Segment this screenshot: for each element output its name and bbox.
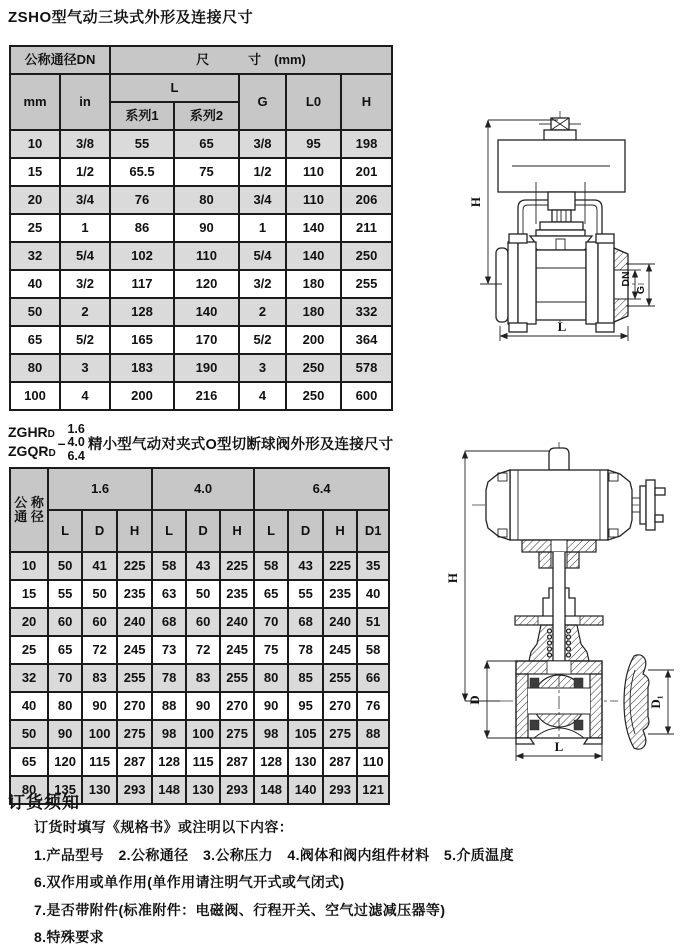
table-cell: 10 [10, 130, 60, 158]
table-cell: 50 [48, 552, 82, 580]
table-cell: 68 [288, 608, 323, 636]
table-cell: 2 [239, 298, 286, 326]
table-cell: 235 [117, 580, 152, 608]
table-cell: 600 [341, 382, 392, 410]
table-cell: 70 [48, 664, 82, 692]
table-cell: 240 [323, 608, 357, 636]
table-cell: 128 [110, 298, 174, 326]
table-cell: 66 [357, 664, 389, 692]
table-cell: 115 [82, 748, 117, 776]
dim-label-l: L [557, 319, 567, 334]
table-cell: 3/2 [60, 270, 110, 298]
table-cell: 76 [357, 692, 389, 720]
table-cell: 117 [110, 270, 174, 298]
table-cell: 5/4 [60, 242, 110, 270]
table-cell: 40 [357, 580, 389, 608]
table-cell: 3/4 [239, 186, 286, 214]
th-H-40: H [220, 510, 254, 552]
th-D1-64: D1 [357, 510, 389, 552]
section2-title [8, 421, 393, 465]
table-row [10, 298, 392, 326]
table-cell: 332 [341, 298, 392, 326]
table-cell: 216 [174, 382, 239, 410]
table-cell: 275 [220, 720, 254, 748]
table-cell: 255 [117, 664, 152, 692]
table-cell: 255 [341, 270, 392, 298]
table-cell: 3/8 [60, 130, 110, 158]
table-row [10, 130, 392, 158]
table-cell: 128 [254, 748, 288, 776]
table-cell: 121 [357, 776, 389, 804]
table-cell: 95 [288, 692, 323, 720]
table-cell: 240 [220, 608, 254, 636]
table-row [10, 186, 392, 214]
table-cell: 50 [186, 580, 220, 608]
table-cell: 225 [220, 552, 254, 580]
th-nominal-diameter-2: 公 称 通 径 [10, 468, 48, 552]
table-cell: 250 [286, 382, 341, 410]
table-cell: 80 [10, 776, 48, 804]
table-cell: 72 [82, 636, 117, 664]
table-cell: 180 [286, 298, 341, 326]
table-cell: 78 [288, 636, 323, 664]
table-cell: 1 [239, 214, 286, 242]
note-line: 8.特殊要求 [34, 929, 105, 945]
table-cell: 293 [220, 776, 254, 804]
table-cell: 15 [10, 158, 60, 186]
table-cell: 225 [117, 552, 152, 580]
table-cell: 200 [110, 382, 174, 410]
table-row [10, 720, 389, 748]
table-cell: 245 [117, 636, 152, 664]
dim-label-d1: D₁ [648, 695, 663, 709]
table-row [10, 326, 392, 354]
table-cell: 98 [254, 720, 288, 748]
table-cell: 75 [174, 158, 239, 186]
table-cell: 65 [10, 748, 48, 776]
table1-header [10, 46, 392, 130]
table-cell: 76 [110, 186, 174, 214]
table-row [10, 158, 392, 186]
zsho-dimension-table [9, 45, 393, 411]
table-cell: 3 [239, 354, 286, 382]
table-cell: 115 [186, 748, 220, 776]
table-cell: 140 [288, 776, 323, 804]
table-cell: 102 [110, 242, 174, 270]
table-cell: 1 [60, 214, 110, 242]
table-cell: 60 [186, 608, 220, 636]
table-cell: 1/2 [60, 158, 110, 186]
valve-body [516, 661, 602, 744]
table-cell: 100 [186, 720, 220, 748]
table-row [10, 608, 389, 636]
table-cell: 3/2 [239, 270, 286, 298]
table-cell: 190 [174, 354, 239, 382]
table-cell: 65.5 [110, 158, 174, 186]
table-cell: 235 [220, 580, 254, 608]
pressure-4.0: 4.0 [67, 435, 85, 450]
table-cell: 58 [152, 552, 186, 580]
table-cell: 128 [152, 748, 186, 776]
th-H-64: H [323, 510, 357, 552]
table-cell: 88 [357, 720, 389, 748]
table-cell: 15 [10, 580, 48, 608]
table-cell: 65 [48, 636, 82, 664]
pressure-ratings [67, 423, 84, 464]
note-line: 6.双作用或单作用(单作用请注明气开式或气闭式) [34, 874, 345, 890]
dim-label-h: H [468, 196, 483, 208]
table-cell: 255 [220, 664, 254, 692]
table-cell: 140 [286, 242, 341, 270]
table-cell: 170 [174, 326, 239, 354]
table-cell: 90 [48, 720, 82, 748]
table2-body [10, 552, 389, 804]
note-line: 7.是否带附件(标准附件：电磁阀、行程开关、空气过滤减压器等) [34, 901, 446, 918]
table-cell: 183 [110, 354, 174, 382]
th-nominal-diameter: 公称通径DN [10, 46, 110, 74]
zghr-zgqr-dimension-table [9, 467, 390, 805]
th-L-16: L [48, 510, 82, 552]
table-cell: 3/4 [60, 186, 110, 214]
table-row [10, 748, 389, 776]
th-L0: L0 [286, 74, 341, 130]
table-cell: 32 [10, 664, 48, 692]
table-cell: 4 [239, 382, 286, 410]
table-cell: 130 [186, 776, 220, 804]
table-row [10, 382, 392, 410]
table-cell: 90 [254, 692, 288, 720]
table-cell: 80 [10, 354, 60, 382]
table-row [10, 636, 389, 664]
th-H: H [341, 74, 392, 130]
table-cell: 270 [220, 692, 254, 720]
dim-label-d: D [467, 695, 482, 705]
dim-label-h: H [445, 572, 460, 584]
table-cell: 100 [10, 382, 60, 410]
table-cell: 55 [110, 130, 174, 158]
table-cell: 245 [323, 636, 357, 664]
table-cell: 78 [152, 664, 186, 692]
table-cell: 95 [286, 130, 341, 158]
table-cell: 130 [82, 776, 117, 804]
table-cell: 43 [288, 552, 323, 580]
notes-heading: 订货须知 [8, 793, 80, 812]
table-cell: 32 [10, 242, 60, 270]
table-cell: 120 [174, 270, 239, 298]
table-cell: 80 [174, 186, 239, 214]
pressure-1.6: 1.6 [67, 421, 85, 436]
th-series1: 系列1 [110, 102, 174, 130]
wafer-disc [624, 655, 649, 749]
table-cell: 148 [254, 776, 288, 804]
table-cell: 578 [341, 354, 392, 382]
table-cell: 50 [82, 580, 117, 608]
table-cell: 110 [286, 158, 341, 186]
table-cell: 240 [117, 608, 152, 636]
table-cell: 255 [323, 664, 357, 692]
th-D-16: D [82, 510, 117, 552]
table-cell: 287 [220, 748, 254, 776]
th-L-40: L [152, 510, 186, 552]
th-D-40: D [186, 510, 220, 552]
table-cell: 80 [254, 664, 288, 692]
table-cell: 50 [10, 720, 48, 748]
th-series2: 系列2 [174, 102, 239, 130]
table-cell: 293 [117, 776, 152, 804]
table-cell: 65 [10, 326, 60, 354]
wafer-valve-drawing [438, 430, 680, 775]
table-cell: 293 [323, 776, 357, 804]
table-cell: 270 [117, 692, 152, 720]
table-cell: 105 [288, 720, 323, 748]
table-cell: 60 [48, 608, 82, 636]
table-row [10, 270, 392, 298]
table-cell: 5/2 [60, 326, 110, 354]
table-row [10, 242, 392, 270]
table-cell: 140 [286, 214, 341, 242]
table2-header [10, 468, 389, 552]
table-cell: 65 [174, 130, 239, 158]
table-cell: 250 [341, 242, 392, 270]
table-cell: 60 [82, 608, 117, 636]
note-line: 1.产品型号 2.公称通径 3.公称压力 4.阀体和阀内组件材料 5.介质温度 [34, 846, 514, 863]
table-cell: 5/2 [239, 326, 286, 354]
pressure-6.4: 6.4 [67, 448, 85, 463]
th-dimensions-mm: 尺 寸 (mm) [110, 46, 392, 74]
table-cell: 3 [60, 354, 110, 382]
section2-title-text: 精小型气动对夹式O型切断球阀外形及连接尺寸 [87, 436, 394, 453]
table-row [10, 580, 389, 608]
table-cell: 148 [152, 776, 186, 804]
table-cell: 20 [10, 186, 60, 214]
dim-label-dn: DN [620, 271, 632, 287]
table-row [10, 692, 389, 720]
table-cell: 364 [341, 326, 392, 354]
table-cell: 55 [288, 580, 323, 608]
table-cell: 43 [186, 552, 220, 580]
table-cell: 3/8 [239, 130, 286, 158]
table-cell: 140 [174, 298, 239, 326]
table-cell: 4 [60, 382, 110, 410]
table-cell: 75 [254, 636, 288, 664]
table-cell: 58 [254, 552, 288, 580]
dimension-d1 [648, 670, 674, 734]
table-cell: 201 [341, 158, 392, 186]
dim-label-g: G [635, 285, 647, 295]
table-cell: 86 [110, 214, 174, 242]
table-cell: 80 [48, 692, 82, 720]
table-cell: 40 [10, 270, 60, 298]
table-cell: 90 [174, 214, 239, 242]
table-cell: 70 [254, 608, 288, 636]
th-in: in [60, 74, 110, 130]
table-cell: 100 [82, 720, 117, 748]
th-pn40: 4.0 [152, 468, 254, 510]
model-codes [8, 424, 56, 462]
table-row [10, 214, 392, 242]
table-cell: 65 [254, 580, 288, 608]
table-cell: 110 [357, 748, 389, 776]
table-cell: 130 [288, 748, 323, 776]
table-cell: 41 [82, 552, 117, 580]
table-cell: 110 [174, 242, 239, 270]
table-cell: 135 [48, 776, 82, 804]
table-cell: 110 [286, 186, 341, 214]
actuator [486, 448, 632, 540]
table-cell: 120 [48, 748, 82, 776]
table-cell: 270 [323, 692, 357, 720]
table-cell: 200 [286, 326, 341, 354]
table-cell: 275 [117, 720, 152, 748]
notes-lines [34, 814, 514, 951]
table-cell: 90 [186, 692, 220, 720]
table-cell: 51 [357, 608, 389, 636]
table-cell: 2 [60, 298, 110, 326]
three-piece-valve-drawing [438, 98, 678, 348]
table-cell: 63 [152, 580, 186, 608]
dim-label-l: L [554, 739, 564, 754]
table-cell: 72 [186, 636, 220, 664]
table-cell: 83 [82, 664, 117, 692]
th-L-64: L [254, 510, 288, 552]
note-line: 订货时填写《规格书》或注明以下内容： [34, 819, 294, 835]
table-cell: 206 [341, 186, 392, 214]
th-pn16: 1.6 [48, 468, 152, 510]
dimension-d [467, 661, 516, 738]
table-cell: 250 [286, 354, 341, 382]
table-cell: 275 [323, 720, 357, 748]
table-cell: 198 [341, 130, 392, 158]
model-code-1: ZGHRD [8, 424, 55, 440]
table-cell: 83 [186, 664, 220, 692]
th-L: L [110, 74, 239, 102]
table-cell: 35 [357, 552, 389, 580]
table-row [10, 354, 392, 382]
table-cell: 5/4 [239, 242, 286, 270]
table-cell: 211 [341, 214, 392, 242]
stem-coupling [530, 192, 592, 250]
table-cell: 20 [10, 608, 48, 636]
stem-and-yoke [515, 540, 603, 668]
section1-title: ZSHO型气动三块式外形及连接尺寸 [8, 9, 254, 26]
table-cell: 165 [110, 326, 174, 354]
table-cell: 40 [10, 692, 48, 720]
th-G: G [239, 74, 286, 130]
table-cell: 225 [323, 552, 357, 580]
table1-body [10, 130, 392, 410]
th-D-64: D [288, 510, 323, 552]
table-cell: 25 [10, 636, 48, 664]
table-cell: 73 [152, 636, 186, 664]
table-cell: 287 [117, 748, 152, 776]
dash: – [57, 435, 66, 451]
table-cell: 58 [357, 636, 389, 664]
table-cell: 1/2 [239, 158, 286, 186]
table-cell: 68 [152, 608, 186, 636]
th-H-16: H [117, 510, 152, 552]
table-cell: 55 [48, 580, 82, 608]
table-cell: 25 [10, 214, 60, 242]
table-cell: 50 [10, 298, 60, 326]
table-cell: 88 [152, 692, 186, 720]
table-cell: 287 [323, 748, 357, 776]
table-cell: 180 [286, 270, 341, 298]
th-mm: mm [10, 74, 60, 130]
actuator [498, 130, 625, 192]
th-pn64: 6.4 [254, 468, 389, 510]
table-row [10, 664, 389, 692]
table-cell: 245 [220, 636, 254, 664]
table-cell: 90 [82, 692, 117, 720]
table-cell: 10 [10, 552, 48, 580]
model-code-2: ZGQRD [8, 443, 56, 459]
table-row [10, 552, 389, 580]
table-cell: 98 [152, 720, 186, 748]
table-cell: 85 [288, 664, 323, 692]
table-cell: 235 [323, 580, 357, 608]
